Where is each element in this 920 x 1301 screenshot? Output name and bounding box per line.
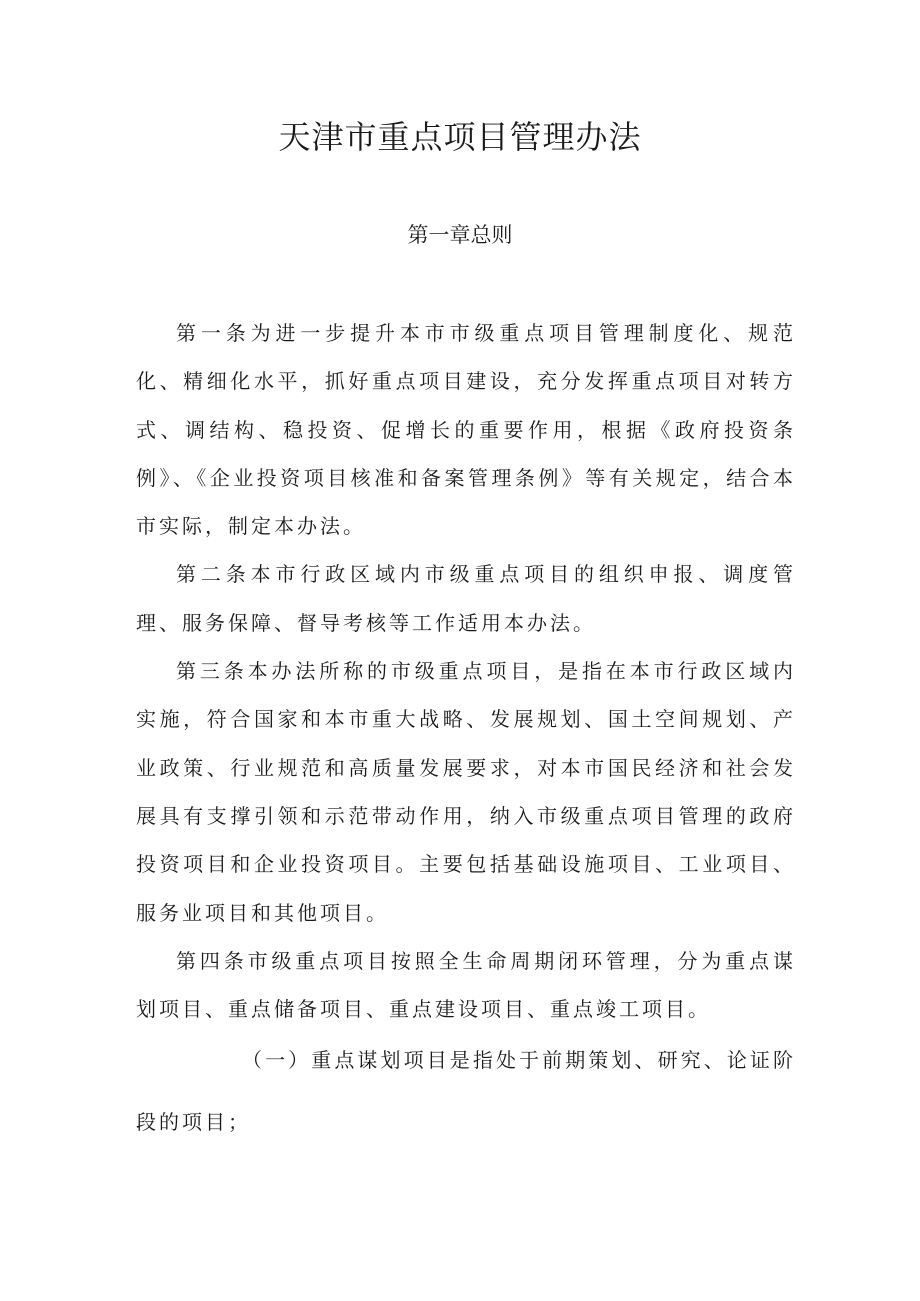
article-2-paragraph: 第二条本市行政区域内市级重点项目的组织申报、调度管理、服务保障、督导考核等工作适用本办法。	[136, 562, 796, 635]
document-body	[136, 309, 796, 1153]
article-4-item-1-paragraph: （一）重点谋划项目是指处于前期策划、研究、论证阶段的项目；	[136, 1048, 796, 1135]
article-1-paragraph: 第一条为进一步提升本市市级重点项目管理制度化、规范化、精细化水平，抓好重点项目建设，充分发挥重点项目对转方式、调结构、稳投资、促增长的重要作用，根据《政府投资条例》、《企业投资项目核准和备案管理条例》等有关规定，结合本市实际，制定本办法。	[136, 321, 796, 539]
document-title: 天津市重点项目管理办法	[278, 118, 642, 156]
chapter-heading: 第一章总则	[407, 223, 513, 247]
article-4-paragraph: 第四条市级重点项目按照全生命周期闭环管理，分为重点谋划项目、重点储备项目、重点建设项目、重点竣工项目。	[136, 948, 796, 1022]
article-3-paragraph: 第三条本办法所称的市级重点项目，是指在本市行政区域内实施，符合国家和本市重大战略、发展规划、国土空间规划、产业政策、行业规范和高质量发展要求，对本市国民经济和社会发展具有支撑引领和示范带动作用，纳入市级重点项目管理的政府投资项目和企业投资项目。主要包括基础设施项目、工业项目、服务业项目和其他项目。	[136, 659, 796, 925]
